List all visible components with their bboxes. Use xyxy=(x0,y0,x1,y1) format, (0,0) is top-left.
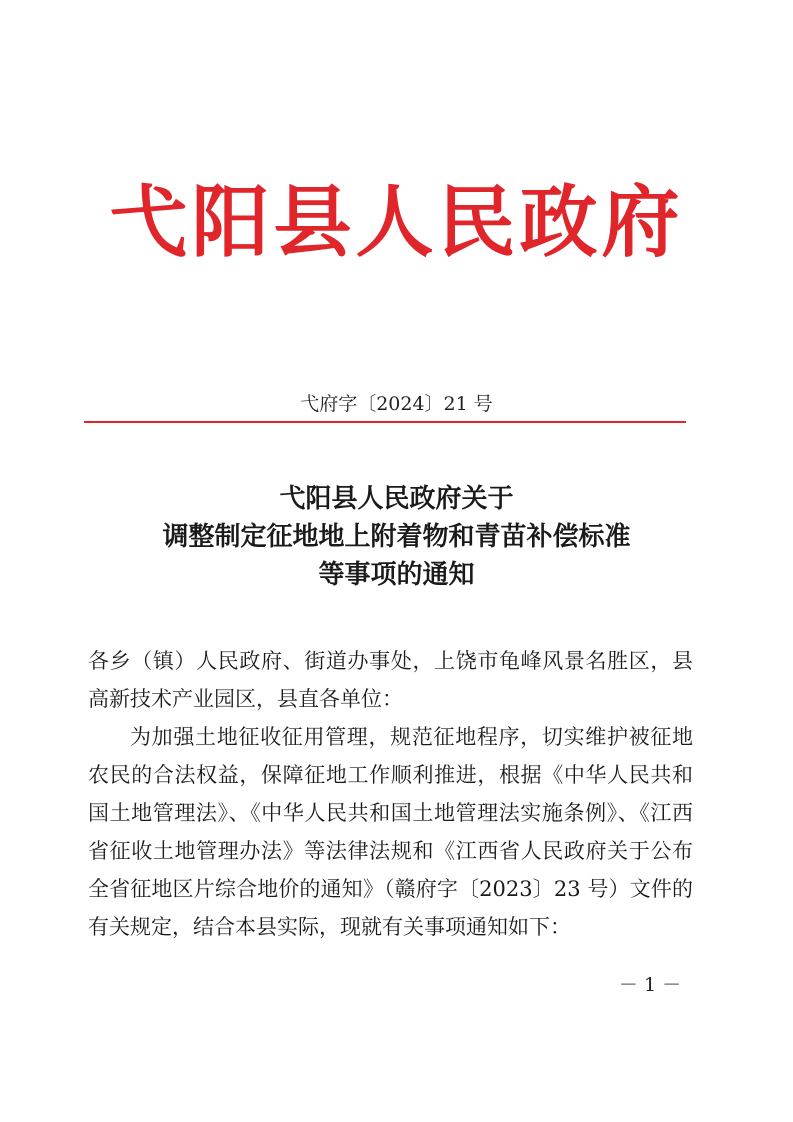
document-title xyxy=(0,480,793,594)
title-line-2: 调整制定征地地上附着物和青苗补偿标准 xyxy=(162,522,631,552)
document-number: 弋府字〔2024〕21 号 xyxy=(300,393,493,415)
addressee: 各乡（镇）人民政府、街道办事处，上饶市龟峰风景名胜区，县高新技术产业园区，县直各单位： xyxy=(88,649,693,711)
page-number: － 1 － xyxy=(618,974,682,996)
title-line-1: 弋阳县人民政府关于 xyxy=(279,484,514,514)
issuer-masthead: 弋阳县人民政府 xyxy=(109,177,684,268)
document-body xyxy=(88,642,693,946)
body-paragraph: 为加强土地征收征用管理，规范征地程序，切实维护被征地农民的合法权益，保障征地工作顺利推进，根据《中华人民共和国土地管理法》、《中华人民共和国土地管理法实施条例》、《江西省征收土地管理办法》等法律法规和《江西省人民政府关于公布全省征地区片综合地价的通知》（赣府字〔2023〕23 号）文件的有关规定，结合本县实际，现就有关事项通知如下： xyxy=(88,725,693,939)
title-line-3: 等事项的通知 xyxy=(318,560,475,590)
red-divider-line xyxy=(84,421,686,423)
